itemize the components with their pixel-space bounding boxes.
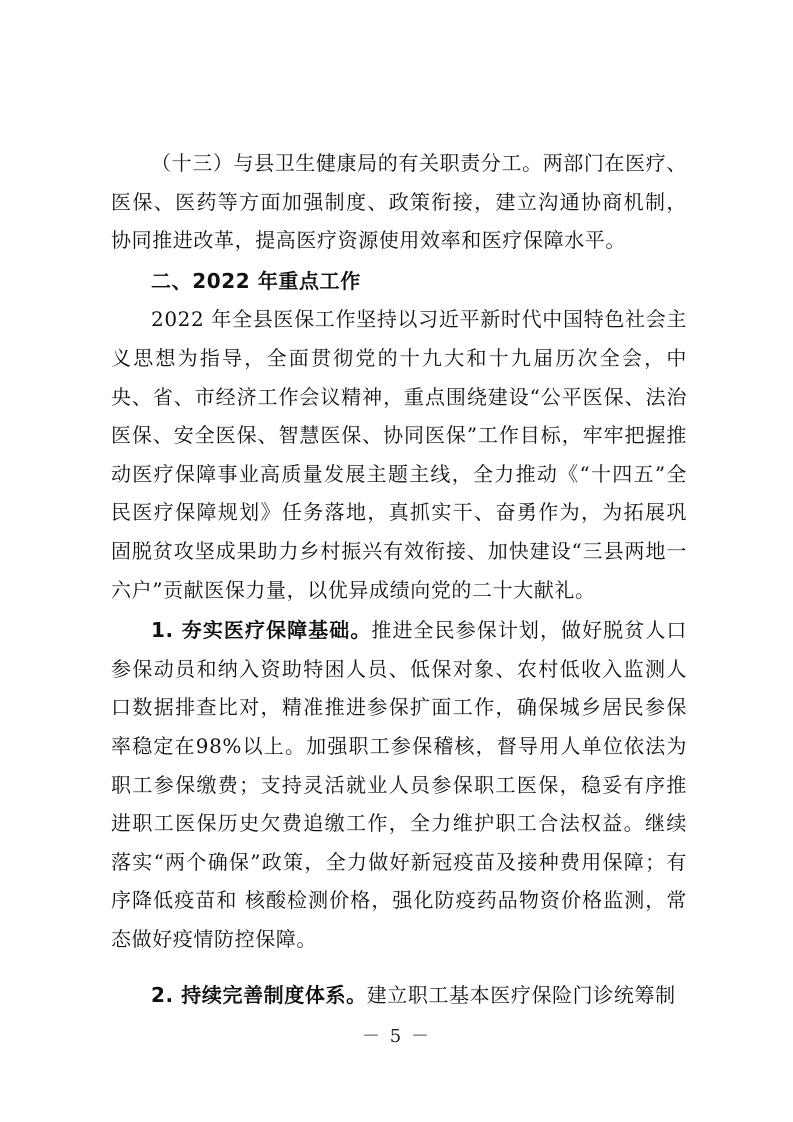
- section-heading: 二、2022 年重点工作: [151, 268, 361, 293]
- item-1-body: 推进全民参保计划，做好脱贫人口参保动员和纳入资助特困人员、低保对象、农村低收入监测人口数据排查比对，精准推进参保扩面工作，确保城乡居民参保率稳定在98%以上。加强职工参保稽核，督导用人单位依法为职工参保缴费；支持灵活就业人员参保职工医保，稳妥有序推进职工医保历史欠费追缴工作，全力维护职工合法权益。继续落实“两个确保”政策，全力做好新冠疫苗及接种费用保障；有序降低疫苗和 核酸检测价格，强化防疫药品物资价格监测，常态做好疫情防控保障。: [111, 618, 687, 951]
- item-2-title: 2. 持续完善制度体系。: [151, 983, 367, 1008]
- item-2-body: 建立职工基本医疗保险门诊统筹制: [366, 983, 676, 1008]
- page-number: － 5 －: [362, 1026, 431, 1047]
- item-1-paragraph: [111, 611, 687, 958]
- document-body: [111, 144, 687, 1015]
- intro-paragraph: 2022 年全县医保工作坚持以习近平新时代中国特色社会主义思想为指导，全面贯彻党的十九大和十九届历次全会，中央、省、市经济工作会议精神，重点围绕建设“公平医保、法治医保、安全医保、智慧医保、协同医保”工作目标，牢牢把握推动医疗保障事业高质量发展主题主线，全力推动《“十四五”全民医疗保障规划》任务落地，真抓实干、奋勇作为，为拓展巩固脱贫攻坚成果助力乡村振兴有效衔接、加快建设“三县两地一六户”贡献医保力量，以优异成绩向党的二十大献礼。: [111, 307, 687, 602]
- spacer: [111, 958, 687, 976]
- item-1-title: 1. 夯实医疗保障基础。: [151, 618, 372, 643]
- item-2-paragraph: [111, 976, 687, 1015]
- paragraph-duty-division: （十三）与县卫生健康局的有关职责分工。两部门在医疗、医保、医药等方面加强制度、政策衔接，建立沟通协商机制，协同推进改革，提高医疗资源使用效率和医疗保障水平。: [111, 151, 687, 253]
